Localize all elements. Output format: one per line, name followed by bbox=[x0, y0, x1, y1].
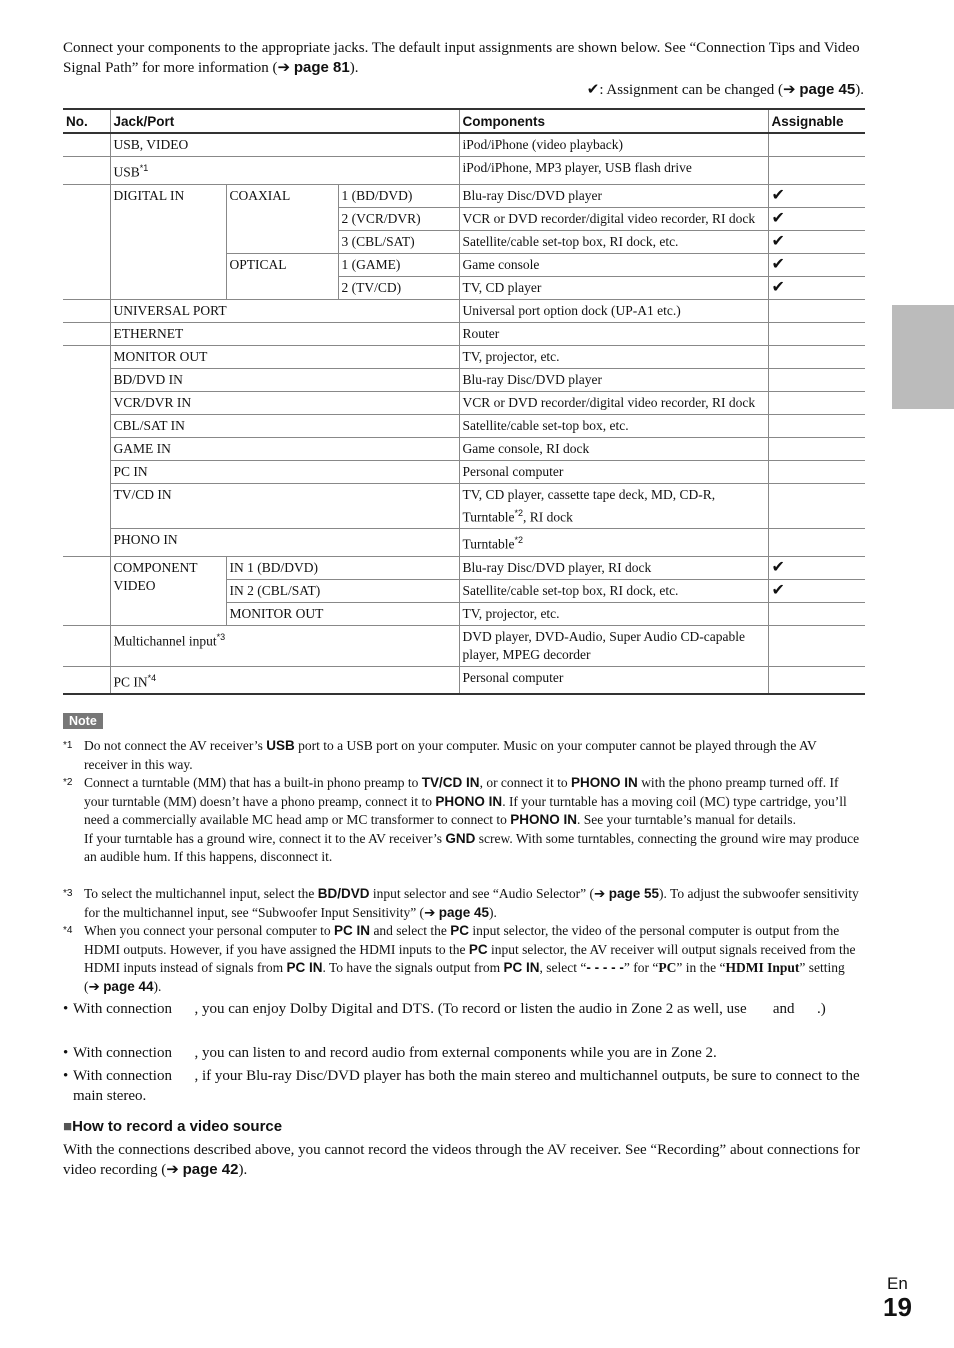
assign-cell bbox=[768, 322, 865, 345]
comp-cell: Game console, RI dock bbox=[459, 437, 768, 460]
comp-cell: iPod/iPhone, MP3 player, USB flash drive bbox=[459, 157, 768, 185]
no-cell bbox=[63, 322, 110, 345]
table-row bbox=[63, 460, 865, 483]
page-ref-44[interactable]: page 44 bbox=[103, 978, 154, 994]
comp-cell: Blu-ray Disc/DVD player bbox=[459, 368, 768, 391]
jack-cell: BD/DVD IN bbox=[110, 368, 459, 391]
header-assignable: Assignable bbox=[768, 109, 865, 133]
page-ref-45[interactable]: page 45 bbox=[438, 904, 490, 920]
checkmark-icon: ✔ bbox=[768, 579, 865, 602]
port-cell: IN 2 (CBL/SAT) bbox=[226, 579, 459, 602]
footnote-1: *1 Do not connect the AV receiver’s USB port to a USB port on your computer. Music on your computer cannot be played through the AV receiver in this way. bbox=[63, 738, 817, 772]
bullet-item: • With connection , if your Blu-ray Disc/DVD player has both the main stereo and multichannel outputs, be sure to connect to the main stereo. bbox=[63, 1068, 864, 1104]
comp-cell: Satellite/cable set-top box, RI dock, etc. bbox=[459, 579, 768, 602]
connection-table bbox=[63, 108, 865, 695]
table-row bbox=[63, 391, 865, 414]
assign-cell bbox=[768, 602, 865, 625]
table-row bbox=[63, 322, 865, 345]
page-ref-45[interactable]: page 45 bbox=[799, 81, 856, 98]
assign-cell bbox=[768, 345, 865, 368]
checkmark-icon: ✔ bbox=[768, 556, 865, 579]
assign-cell bbox=[768, 368, 865, 391]
checkmark-icon: ✔ bbox=[768, 276, 865, 299]
header-jack-port: Jack/Port bbox=[110, 109, 459, 133]
assign-cell bbox=[768, 391, 865, 414]
footnote-2: *2 Connect a turntable (MM) that has a built-in phono preamp to TV/CD IN, or connect it to PHONO IN with the phono preamp turned off. If your turntable (MM) doesn’t have a phono preamp, connect it to PHONO IN. If your turntable has a moving coil (MC) type cartridge, you’ll need a commercially available MC head amp or MC transformer to connect to PHONO IN. See your turntable’s manual for details. If your turntable has a ground wire, connect it to the AV receiver’s GND screw. With some turntables, connecting the ground wire may produce an audible hum. If this happens, disconnect it. bbox=[63, 775, 860, 864]
page-language: En bbox=[887, 1274, 908, 1293]
section-heading: ■How to record a video source bbox=[63, 1118, 283, 1135]
checkmark-icon: ✔ bbox=[586, 82, 600, 98]
intro-paragraph: Connect your components to the appropriate jacks. The default input assignments are shown below. See “Connection Tips and Video Signal Path” for more information (➔ page 81). bbox=[63, 40, 860, 76]
table-row bbox=[63, 133, 865, 157]
no-cell bbox=[63, 133, 110, 157]
comp-cell: TV, CD player, cassette tape deck, MD, CD-R, Turntable$^{*2}$, RI dock bbox=[459, 483, 768, 529]
comp-cell: TV, projector, etc. bbox=[459, 602, 768, 625]
arrow-icon: ➔ bbox=[277, 60, 291, 76]
no-cell bbox=[63, 345, 110, 556]
bullet-item: • With connection , you can listen to and record audio from external components while you are in Zone 2. bbox=[63, 1045, 717, 1061]
port-cell: 1 (BD/DVD) bbox=[338, 184, 459, 207]
table-row bbox=[63, 157, 865, 185]
port-cell: IN 1 (BD/DVD) bbox=[226, 556, 459, 579]
table-header-row bbox=[63, 109, 865, 133]
bullet-icon: • bbox=[63, 1001, 69, 1017]
table-row bbox=[63, 625, 865, 666]
table-row bbox=[63, 299, 865, 322]
jack-cell: DIGITAL IN bbox=[110, 184, 226, 299]
table-row bbox=[63, 345, 865, 368]
no-cell bbox=[63, 625, 110, 666]
page-ref-42[interactable]: page 42 bbox=[182, 1161, 239, 1178]
assign-cell bbox=[768, 483, 865, 529]
comp-cell: Personal computer bbox=[459, 460, 768, 483]
arrow-icon: ➔ bbox=[166, 1162, 179, 1178]
assign-cell bbox=[768, 529, 865, 557]
footnote-3: *3 To select the multichannel input, select the BD/DVD input selector and see “Audio Selector” (➔ page 55). To adjust the subwoofer sensitivity for the multichannel input, see “Subwoofer Input Sensitivity” (➔ page 45). bbox=[63, 886, 859, 920]
subtype-cell: COAXIAL bbox=[226, 184, 338, 253]
section-paragraph: With the connections described above, you cannot record the videos through the AV receiver. See “Recording” about connections for video recording (➔ page 42). bbox=[63, 1142, 860, 1178]
assign-cell bbox=[768, 437, 865, 460]
comp-cell: Blu-ray Disc/DVD player, RI dock bbox=[459, 556, 768, 579]
table-row bbox=[63, 666, 865, 694]
table-row bbox=[63, 184, 865, 207]
no-cell bbox=[63, 299, 110, 322]
header-components: Components bbox=[459, 109, 768, 133]
jack-cell: TV/CD IN bbox=[110, 483, 459, 529]
footnote-4: *4 When you connect your personal computer to PC IN and select the PC input selector, the video of the personal computer is output from the HDMI outputs. However, if you have assigned the HDMI inputs to the PC input selector, the AV receiver will output signals received from the HDMI inputs instead of signals from PC IN. To have the signals output from PC IN, select “- - - - -” for “PC” in the “HDMI Input” setting (➔ page 44). bbox=[63, 923, 856, 994]
port-cell: 1 (GAME) bbox=[338, 253, 459, 276]
comp-cell: Satellite/cable set-top box, etc. bbox=[459, 414, 768, 437]
table-row bbox=[63, 437, 865, 460]
assign-cell bbox=[768, 625, 865, 666]
page-number: 19 bbox=[883, 1292, 912, 1322]
jack-cell: GAME IN bbox=[110, 437, 459, 460]
jack-cell: UNIVERSAL PORT bbox=[110, 299, 459, 322]
port-cell: 3 (CBL/SAT) bbox=[338, 230, 459, 253]
arrow-icon: ➔ bbox=[594, 886, 606, 901]
bullet-icon: • bbox=[63, 1045, 69, 1061]
jack-cell: MONITOR OUT bbox=[110, 345, 459, 368]
arrow-icon: ➔ bbox=[424, 904, 436, 920]
port-cell: 2 (VCR/DVR) bbox=[338, 207, 459, 230]
comp-cell: TV, projector, etc. bbox=[459, 345, 768, 368]
checkmark-icon: ✔ bbox=[768, 184, 865, 207]
jack-cell: USB$^{*1}$ bbox=[110, 157, 459, 185]
no-cell bbox=[63, 184, 110, 299]
comp-cell: VCR or DVD recorder/digital video recorder, RI dock bbox=[459, 207, 768, 230]
assign-cell bbox=[768, 666, 865, 694]
page-ref-55[interactable]: page 55 bbox=[608, 886, 660, 901]
jack-cell: CBL/SAT IN bbox=[110, 414, 459, 437]
table-row bbox=[63, 556, 865, 579]
assign-cell bbox=[768, 414, 865, 437]
port-cell: 2 (TV/CD) bbox=[338, 276, 459, 299]
checkmark-icon: ✔ bbox=[768, 207, 865, 230]
assignable-legend: ✔: Assignment can be changed (➔ page 45). bbox=[586, 81, 864, 98]
comp-cell: Satellite/cable set-top box, RI dock, etc. bbox=[459, 230, 768, 253]
checkmark-icon: ✔ bbox=[768, 253, 865, 276]
jack-cell: PC IN bbox=[110, 460, 459, 483]
no-cell bbox=[63, 157, 110, 185]
comp-cell: VCR or DVD recorder/digital video recorder, RI dock bbox=[459, 391, 768, 414]
comp-cell: TV, CD player bbox=[459, 276, 768, 299]
table-row bbox=[63, 368, 865, 391]
jack-cell: ETHERNET bbox=[110, 322, 459, 345]
jack-cell: COMPONENT VIDEO bbox=[110, 556, 226, 625]
header-no: No. bbox=[63, 109, 110, 133]
comp-cell: DVD player, DVD-Audio, Super Audio CD-capable player, MPEG decorder bbox=[459, 625, 768, 666]
table-row bbox=[63, 529, 865, 557]
no-cell bbox=[63, 556, 110, 625]
comp-cell: iPod/iPhone (video playback) bbox=[459, 133, 768, 157]
note-badge: Note bbox=[63, 713, 103, 729]
comp-cell: Personal computer bbox=[459, 666, 768, 694]
assign-cell bbox=[768, 460, 865, 483]
assign-cell bbox=[768, 133, 865, 157]
table-row bbox=[63, 414, 865, 437]
table-row bbox=[63, 483, 865, 529]
comp-cell: Blu-ray Disc/DVD player bbox=[459, 184, 768, 207]
port-cell: MONITOR OUT bbox=[226, 602, 459, 625]
page-ref-81[interactable]: page 81 bbox=[293, 59, 350, 76]
comp-cell: Universal port option dock (UP-A1 etc.) bbox=[459, 299, 768, 322]
assign-cell bbox=[768, 157, 865, 185]
bullet-item: • With connection , you can enjoy Dolby Digital and DTS. (To record or listen the audio in Zone 2 as well, use and .) bbox=[63, 1001, 826, 1017]
jack-cell: PHONO IN bbox=[110, 529, 459, 557]
jack-cell: PC IN$^{*4}$ bbox=[110, 666, 459, 694]
comp-cell: Turntable$^{*2}$ bbox=[459, 529, 768, 557]
square-bullet-icon: ■ bbox=[63, 1118, 73, 1135]
jack-cell: VCR/DVR IN bbox=[110, 391, 459, 414]
checkmark-icon: ✔ bbox=[768, 230, 865, 253]
comp-cell: Game console bbox=[459, 253, 768, 276]
comp-cell: Router bbox=[459, 322, 768, 345]
bullet-icon: • bbox=[63, 1068, 69, 1084]
jack-cell: USB, VIDEO bbox=[110, 133, 459, 157]
arrow-icon: ➔ bbox=[783, 82, 796, 98]
arrow-icon: ➔ bbox=[88, 978, 100, 994]
assign-cell bbox=[768, 299, 865, 322]
no-cell bbox=[63, 666, 110, 694]
jack-cell: Multichannel input$^{*3}$ bbox=[110, 625, 459, 666]
section-side-tab bbox=[892, 305, 954, 409]
subtype-cell: OPTICAL bbox=[226, 253, 338, 299]
